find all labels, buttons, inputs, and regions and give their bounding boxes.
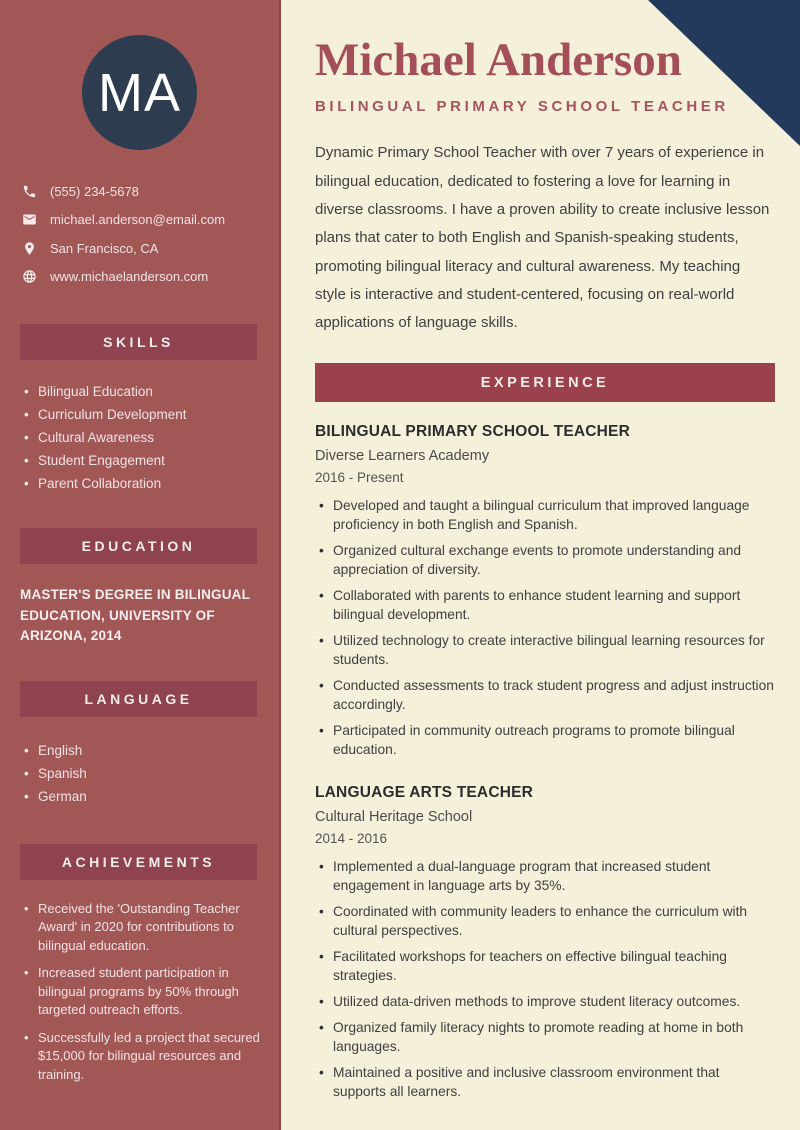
language-list: [24, 739, 261, 808]
achievements-list: [24, 900, 261, 1085]
language-section-title: LANGUAGE: [84, 690, 193, 707]
avatar: [82, 35, 197, 150]
contact-website[interactable]: [22, 263, 279, 292]
contact-email[interactable]: [22, 206, 279, 235]
profile-summary: Dynamic Primary School Teacher with over 7 years of experience in bilingual education, dedicated to fostering a love for learning in diverse classrooms. I have a proven ability to create inclusive lesson plans that cater to both English and Spanish-speaking students, promoting bilingual literacy and cultural awareness. My teaching style is interactive and student-centered, focusing on real-world applications of language skills.: [315, 144, 770, 332]
person-name: Michael Anderson: [315, 34, 682, 86]
contact-phone-text: (555) 234-5678: [50, 183, 139, 199]
job-title: BILINGUAL PRIMARY SCHOOL TEACHER: [315, 423, 630, 441]
achievement-item: • Increased student participation in bilingual programs by 50% through targeted outreach efforts.: [24, 964, 261, 1020]
job-bullet: • Coordinated with community leaders to enhance the curriculum with cultural perspectives.: [315, 903, 775, 940]
education-degree: MASTER'S DEGREE IN BILINGUAL EDUCATION, UNIVERSITY OF ARIZONA, 2014: [20, 587, 250, 643]
globe-icon: [22, 269, 37, 284]
education-section-title: EDUCATION: [81, 538, 196, 554]
job-bullet-list: [315, 858, 775, 1101]
contact-list: [0, 177, 279, 291]
education-section-header: [20, 528, 257, 564]
contact-website-text: www.michaelanderson.com: [50, 269, 209, 285]
resume-main: [283, 0, 800, 1130]
skill-item: • Cultural Awareness: [24, 426, 261, 449]
contact-location-text: San Francisco, CA: [50, 240, 159, 256]
contact-phone[interactable]: [22, 177, 279, 206]
job-title: LANGUAGE ARTS TEACHER: [315, 784, 534, 802]
job-entry: [315, 784, 775, 1101]
job-dates: 2014 - 2016: [315, 831, 388, 847]
job-bullet: • Maintained a positive and inclusive classroom environment that supports all learners.: [315, 1064, 775, 1101]
skills-section-title: SKILLS: [103, 334, 174, 350]
job-bullet: • Utilized data-driven methods to improve student literacy outcomes.: [315, 993, 775, 1012]
skill-item: • Parent Collaboration: [24, 472, 261, 495]
job-bullet: • Organized family literacy nights to promote reading at home in both languages.: [315, 1019, 775, 1056]
job-bullet: • Implemented a dual-language program that increased student engagement in language arts by 35%.: [315, 858, 775, 895]
location-icon: [22, 241, 37, 256]
email-icon: [22, 212, 37, 227]
job-bullet: • Utilized technology to create interactive bilingual learning resources for students.: [315, 632, 775, 669]
achievements-section-title: ACHIEVEMENTS: [61, 853, 216, 870]
language-item: • Spanish: [24, 762, 261, 785]
achievements-section-header: [20, 844, 257, 880]
job-bullet-list: [315, 497, 775, 759]
skill-item: • Bilingual Education: [24, 380, 261, 403]
language-item: • English: [24, 739, 261, 762]
language-section-header: [20, 681, 257, 717]
person-job-title: BILINGUAL PRIMARY SCHOOL TEACHER: [315, 98, 729, 116]
job-bullet: • Organized cultural exchange events to promote understanding and appreciation of diversity.: [315, 542, 775, 579]
language-item: • German: [24, 785, 261, 808]
experience-section-header: [315, 363, 775, 402]
skills-list: [24, 380, 261, 495]
achievement-item: • Received the 'Outstanding Teacher Award' in 2020 for contributions to bilingual education.: [24, 900, 261, 956]
job-entry: [315, 423, 775, 759]
contact-location[interactable]: [22, 234, 279, 263]
job-bullet: • Participated in community outreach programs to promote bilingual education.: [315, 722, 775, 759]
skills-section-header: [20, 324, 257, 360]
skill-item: • Student Engagement: [24, 449, 261, 472]
skill-item: • Curriculum Development: [24, 403, 261, 426]
avatar-initials: MA: [98, 62, 181, 123]
job-company: Cultural Heritage School: [315, 809, 473, 826]
contact-email-text: michael.anderson@email.com: [50, 212, 226, 228]
job-bullet: • Collaborated with parents to enhance student learning and support bilingual development.: [315, 587, 775, 624]
experience-section-title: EXPERIENCE: [480, 374, 610, 391]
phone-icon: [22, 184, 37, 199]
job-bullet: • Facilitated workshops for teachers on effective bilingual teaching strategies.: [315, 948, 775, 985]
job-dates: 2016 - Present: [315, 470, 404, 486]
job-bullet: • Conducted assessments to track student progress and adjust instruction accordingly.: [315, 677, 775, 714]
achievement-item: • Successfully led a project that secured $15,000 for bilingual resources and training.: [24, 1029, 261, 1085]
job-bullet: • Developed and taught a bilingual curriculum that improved language proficiency in both English and Spanish.: [315, 497, 775, 534]
job-company: Diverse Learners Academy: [315, 448, 490, 465]
sidebar: [0, 0, 281, 1130]
